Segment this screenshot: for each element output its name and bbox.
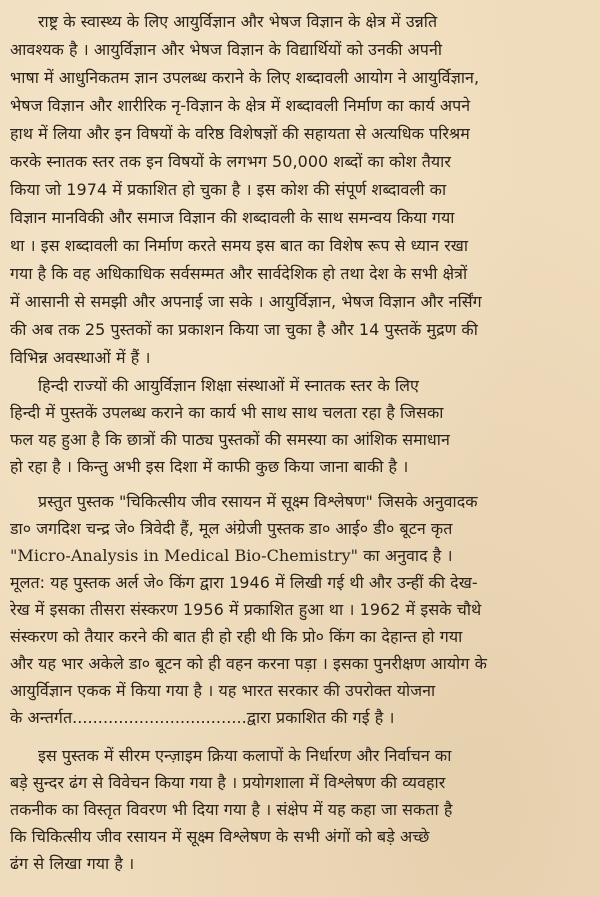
text-line: तकनीक का विस्तृत विवरण भी दिया गया है । संक्षेप में यह कहा जा सकता है	[10, 800, 453, 819]
text-line: इस पुस्तक में सीरम एन्ज़ाइम क्रिया कलापों के निर्धारण और निर्वाचन का	[38, 746, 452, 765]
text-line: के अन्तर्गत..................................द्वारा प्रकाशित की गई है ।	[10, 708, 395, 727]
text-line: विभिन्न अवस्थाओं में हैं ।	[10, 348, 151, 367]
text-line: भेषज विज्ञान और शारीरिक नृ-विज्ञान के क्षेत्र में शब्दावली निर्माण का कार्य अपने	[10, 96, 471, 115]
text-line: गया है कि वह अधिकाधिक सर्वसम्मत और सार्वदेशिक हो तथा देश के सभी क्षेत्रों	[10, 264, 468, 283]
text-line: हिन्दी में पुस्तकें उपलब्ध कराने का कार्य भी साथ साथ चलता रहा है जिसका	[10, 403, 444, 422]
text-line: "Micro-Analysis in Medical Bio-Chemistry" का अनुवाद है ।	[10, 546, 453, 565]
text-line: मूलत: यह पुस्तक अर्ल जे० किंग द्वारा 1946 में लिखी गई थी और उन्हीं की देख-	[10, 573, 478, 592]
text-line: फल यह हुआ है कि छात्रों की पाठ्य पुस्तकों की समस्या का आंशिक समाधान	[10, 430, 450, 449]
text-line: की अब तक 25 पुस्तकों का प्रकाशन किया जा चुका है और 14 पुस्तकें मुद्रण की	[10, 320, 478, 339]
text-line: में आसानी से समझी और अपनाई जा सके । आयुर्विज्ञान, भेषज विज्ञान और नर्सिंग	[10, 292, 482, 311]
text-line: राष्ट्र के स्वास्थ्य के लिए आयुर्विज्ञान और भेषज विज्ञान के क्षेत्र में उन्नति	[38, 12, 438, 31]
text-line: प्रस्तुत पुस्तक "चिकित्सीय जीव रसायन में सूक्ष्म विश्लेषण" जिसके अनुवादक	[38, 492, 478, 511]
text-line: हो रहा है । किन्तु अभी इस दिशा में काफी कुछ किया जाना बाकी है ।	[10, 457, 409, 476]
text-line: आवश्यक है । आयुर्विज्ञान और भेषज विज्ञान के विद्यार्थियों को उनकी अपनी	[10, 40, 443, 59]
text-line: कि चिकित्सीय जीव रसायन में सूक्ष्म विश्लेषण के सभी अंगों को बड़े अच्छे	[10, 827, 430, 846]
text-line: किया जो 1974 में प्रकाशित हो चुका है । इस कोश की संपूर्ण शब्दावली का	[10, 180, 447, 199]
text-line: संस्करण को तैयार करने की बात ही हो रही थी कि प्रो० किंग का देहान्त हो गया	[10, 627, 463, 646]
text-line: हिन्दी राज्यों की आयुर्विज्ञान शिक्षा संस्थाओं में स्नातक स्तर के लिए	[38, 376, 419, 395]
text-line: विज्ञान मानविकी और समाज विज्ञान की शब्दावली के साथ समन्वय किया गया	[10, 208, 455, 227]
text-line: ढंग से लिखा गया है ।	[10, 854, 135, 873]
text-line: हाथ में लिया और इन विषयों के वरिष्ठ विशेषज्ञों की सहायता से अत्यधिक परिश्रम	[10, 124, 470, 143]
text-line: डा० जगदिश चन्द्र जे० त्रिवेदी हैं, मूल अंग्रेजी पुस्तक डा० आई० डी० बूटन कृत	[10, 519, 453, 538]
text-line: रेख में इसका तीसरा संस्करण 1956 में प्रकाशित हुआ था । 1962 में इसके चौथे	[10, 600, 482, 619]
text-line: भाषा में आधुनिकतम ज्ञान उपलब्ध कराने के लिए शब्दावली आयोग ने आयुर्विज्ञान,	[10, 68, 480, 87]
text-line: आयुर्विज्ञान एकक में किया गया है । यह भारत सरकार की उपरोक्त योजना	[10, 681, 436, 700]
text-line: था । इस शब्दावली का निर्माण करते समय इस बात का विशेष रूप से ध्यान रखा	[10, 236, 469, 255]
text-line: करके स्नातक स्तर तक इन विषयों के लगभग 50,000 शब्दों का कोश तैयार	[10, 152, 451, 171]
text-line: और यह भार अकेले डा० बूटन को ही वहन करना पड़ा । इसका पुनरीक्षण आयोग के	[10, 654, 487, 673]
text-line: बड़े सुन्दर ढंग से विवेचन किया गया है । प्रयोगशाला में विश्लेषण की व्यवहार	[10, 773, 446, 792]
